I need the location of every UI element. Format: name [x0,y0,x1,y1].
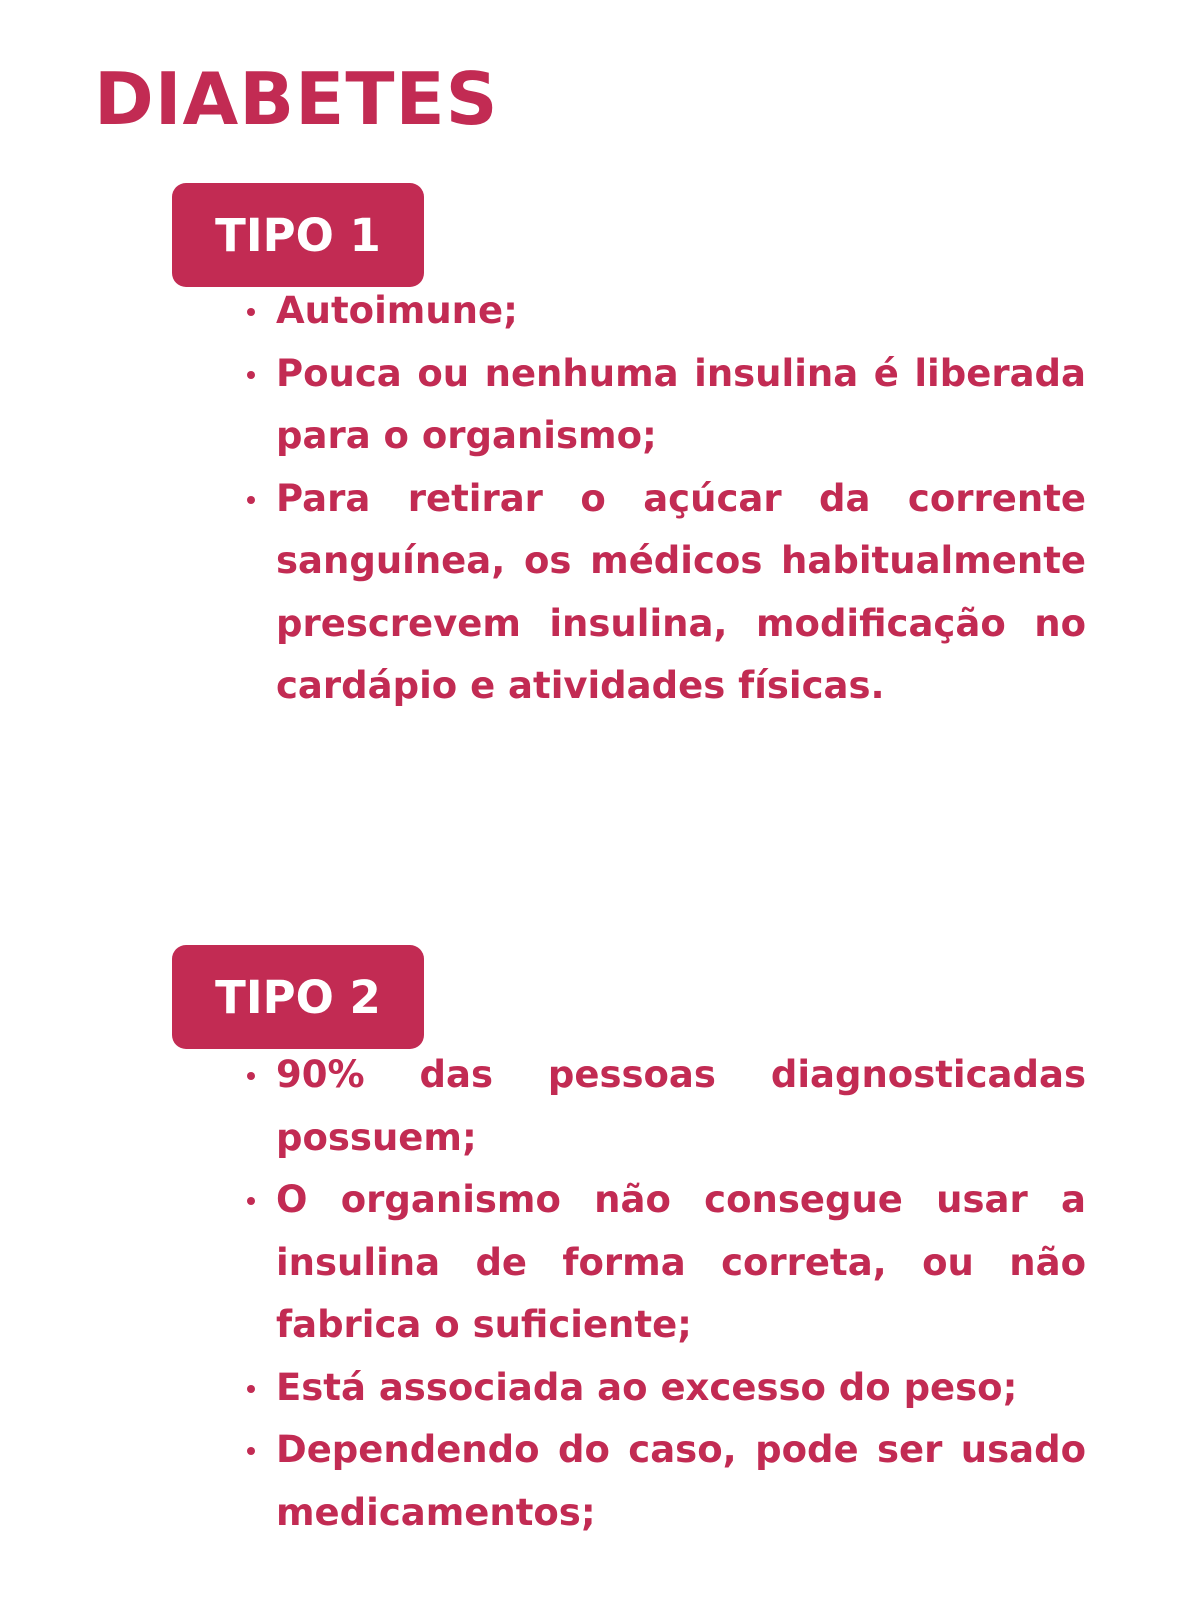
tipo-1-badge: TIPO 1 [172,183,424,287]
bullet-dot-icon [247,371,255,379]
page-title: DIABETES [94,57,499,141]
list-item-text: Dependendo do caso, pode ser usado medicamentos; [276,1428,1086,1534]
list-item [244,468,1086,718]
list-item-text: Pouca ou nenhuma insulina é liberada para o organismo; [276,351,1086,457]
bullet-dot-icon [247,496,255,504]
list-item-text: Para retirar o açúcar da corrente sanguínea, os médicos habitualmente prescrevem insulina, modificação no cardápio e atividades físicas. [276,476,1086,707]
tipo-2-list [244,1044,1086,1544]
bullet-dot-icon [247,1072,255,1080]
list-item [244,1357,1086,1420]
list-item [244,280,1086,343]
list-item [244,1044,1086,1169]
tipo-2-badge: TIPO 2 [172,945,424,1049]
list-item [244,343,1086,468]
bullet-dot-icon [247,1385,255,1393]
list-item-text: 90% das pessoas diagnosticadas possuem; [276,1053,1086,1159]
list-item-text: O organismo não consegue usar a insulina de forma correta, ou não fabrica o suficiente; [276,1178,1086,1346]
list-item-text: Está associada ao excesso do peso; [276,1365,1018,1409]
bullet-dot-icon [247,1447,255,1455]
list-item [244,1419,1086,1544]
list-item [244,1169,1086,1357]
list-item-text: Autoimune; [276,289,518,332]
tipo-1-list [244,280,1086,718]
bullet-dot-icon [247,1197,255,1205]
bullet-dot-icon [247,308,255,316]
